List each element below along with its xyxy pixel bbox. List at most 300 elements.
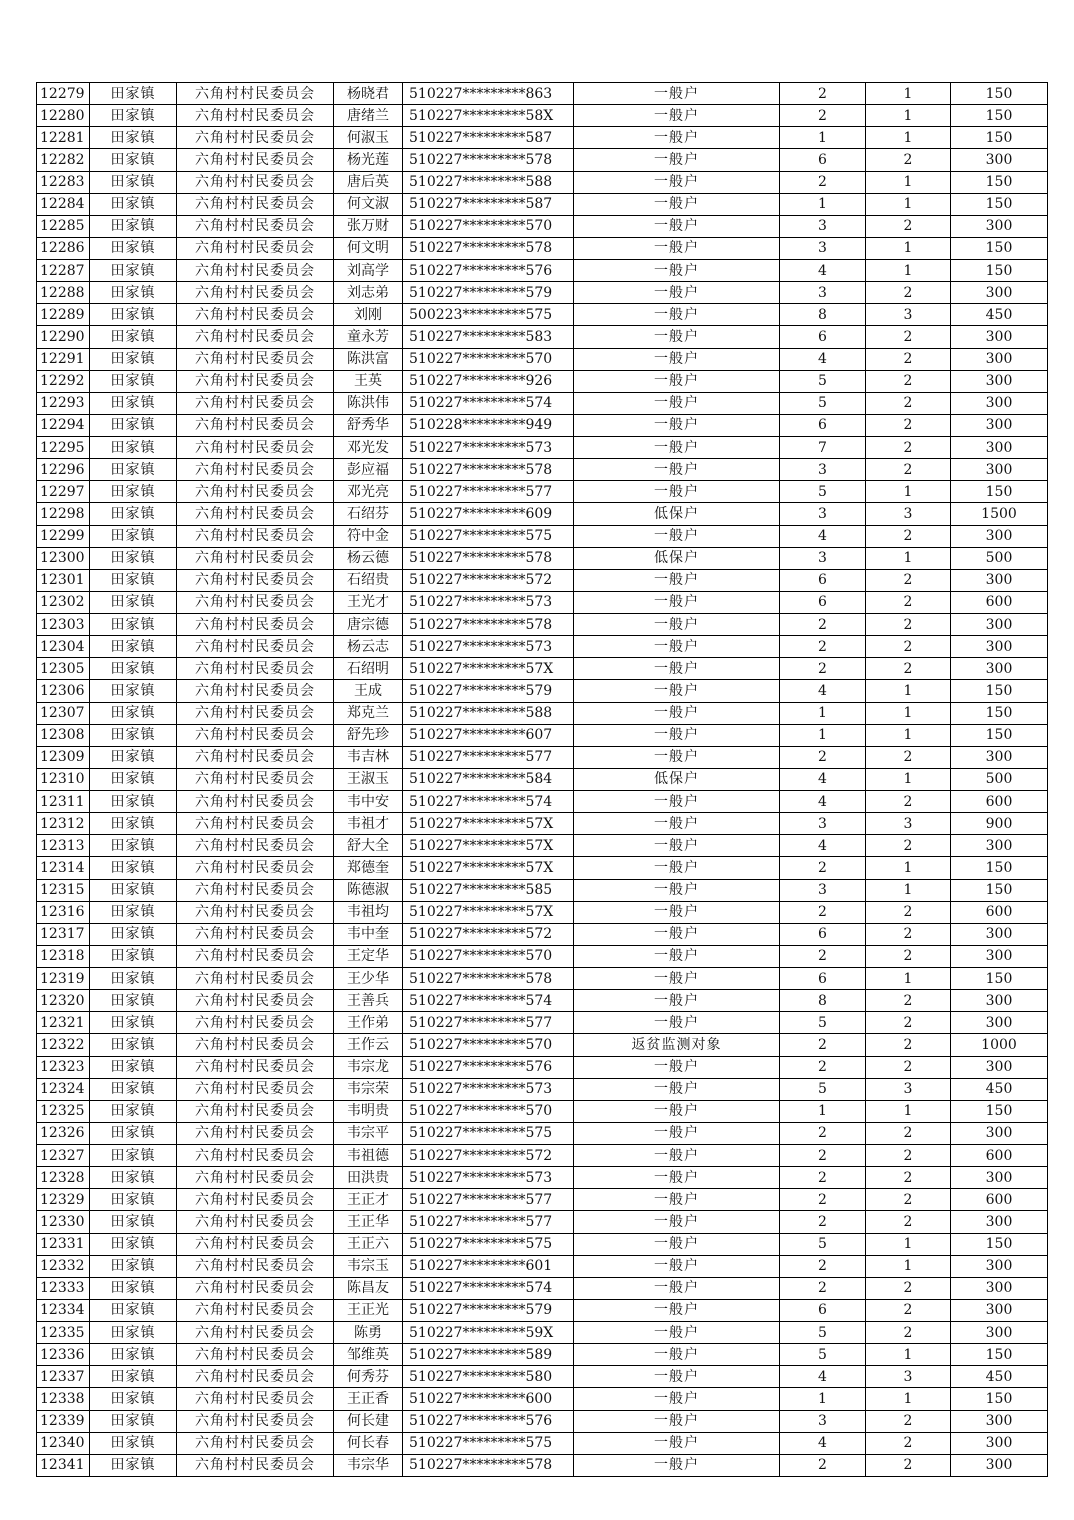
subsidized-persons-cell: 1 (866, 724, 951, 746)
resident-name-cell: 唐后英 (334, 171, 403, 193)
resident-name-cell: 王正六 (334, 1233, 403, 1255)
household-members-cell: 5 (780, 370, 866, 392)
amount-cell: 300 (951, 835, 1048, 857)
town-cell: 田家镇 (90, 326, 177, 348)
household-members-cell: 6 (780, 414, 866, 436)
row-number-cell: 12310 (37, 768, 90, 790)
resident-name-cell: 王光才 (334, 591, 403, 613)
household-type-cell: 一般户 (574, 1432, 780, 1454)
resident-name-cell: 舒先珍 (334, 724, 403, 746)
household-members-cell: 4 (780, 525, 866, 547)
village-committee-cell: 六角村村民委员会 (177, 879, 334, 901)
id-number-cell: 510227*********863 (403, 83, 574, 105)
subsidy-roster-table (36, 82, 1048, 1477)
household-type-cell: 一般户 (574, 791, 780, 813)
resident-name-cell: 王作弟 (334, 1012, 403, 1034)
table-row (37, 1167, 1048, 1189)
town-cell: 田家镇 (90, 658, 177, 680)
resident-name-cell: 韦祖均 (334, 901, 403, 923)
household-members-cell: 2 (780, 857, 866, 879)
town-cell: 田家镇 (90, 968, 177, 990)
town-cell: 田家镇 (90, 392, 177, 414)
town-cell: 田家镇 (90, 1211, 177, 1233)
row-number-cell: 12296 (37, 459, 90, 481)
amount-cell: 300 (951, 149, 1048, 171)
household-type-cell: 一般户 (574, 370, 780, 392)
village-committee-cell: 六角村村民委员会 (177, 1167, 334, 1189)
household-members-cell: 3 (780, 459, 866, 481)
table-row (37, 326, 1048, 348)
amount-cell: 450 (951, 304, 1048, 326)
amount-cell: 300 (951, 746, 1048, 768)
subsidized-persons-cell: 2 (866, 1277, 951, 1299)
household-type-cell: 一般户 (574, 923, 780, 945)
row-number-cell: 12280 (37, 105, 90, 127)
amount-cell: 300 (951, 1211, 1048, 1233)
village-committee-cell: 六角村村民委员会 (177, 348, 334, 370)
id-number-cell: 510227*********577 (403, 746, 574, 768)
id-number-cell: 510227*********576 (403, 1410, 574, 1432)
household-type-cell: 一般户 (574, 813, 780, 835)
subsidized-persons-cell: 2 (866, 990, 951, 1012)
town-cell: 田家镇 (90, 591, 177, 613)
table-row (37, 83, 1048, 105)
town-cell: 田家镇 (90, 260, 177, 282)
village-committee-cell: 六角村村民委员会 (177, 1277, 334, 1299)
village-committee-cell: 六角村村民委员会 (177, 1100, 334, 1122)
subsidized-persons-cell: 2 (866, 459, 951, 481)
household-members-cell: 6 (780, 1299, 866, 1321)
town-cell: 田家镇 (90, 702, 177, 724)
household-type-cell: 一般户 (574, 459, 780, 481)
household-type-cell: 一般户 (574, 392, 780, 414)
amount-cell: 300 (951, 636, 1048, 658)
subsidized-persons-cell: 1 (866, 1388, 951, 1410)
household-members-cell: 1 (780, 702, 866, 724)
household-type-cell: 一般户 (574, 1189, 780, 1211)
amount-cell: 300 (951, 437, 1048, 459)
resident-name-cell: 陈勇 (334, 1322, 403, 1344)
town-cell: 田家镇 (90, 1233, 177, 1255)
amount-cell: 1500 (951, 503, 1048, 525)
id-number-cell: 510227*********59X (403, 1322, 574, 1344)
town-cell: 田家镇 (90, 437, 177, 459)
household-members-cell: 4 (780, 768, 866, 790)
table-row (37, 746, 1048, 768)
id-number-cell: 510227*********570 (403, 215, 574, 237)
resident-name-cell: 何长春 (334, 1432, 403, 1454)
table-row (37, 1012, 1048, 1034)
subsidized-persons-cell: 1 (866, 481, 951, 503)
village-committee-cell: 六角村村民委员会 (177, 525, 334, 547)
household-members-cell: 2 (780, 83, 866, 105)
town-cell: 田家镇 (90, 923, 177, 945)
household-members-cell: 4 (780, 835, 866, 857)
town-cell: 田家镇 (90, 547, 177, 569)
table-row (37, 680, 1048, 702)
amount-cell: 150 (951, 1233, 1048, 1255)
resident-name-cell: 邓光发 (334, 437, 403, 459)
town-cell: 田家镇 (90, 1012, 177, 1034)
village-committee-cell: 六角村村民委员会 (177, 1145, 334, 1167)
amount-cell: 600 (951, 901, 1048, 923)
household-type-cell: 一般户 (574, 658, 780, 680)
table-row (37, 1432, 1048, 1454)
subsidized-persons-cell: 1 (866, 1233, 951, 1255)
resident-name-cell: 王定华 (334, 945, 403, 967)
resident-name-cell: 王少华 (334, 968, 403, 990)
household-type-cell: 一般户 (574, 304, 780, 326)
household-members-cell: 5 (780, 1012, 866, 1034)
resident-name-cell: 陈洪富 (334, 348, 403, 370)
table-row (37, 1299, 1048, 1321)
subsidized-persons-cell: 3 (866, 1078, 951, 1100)
resident-name-cell: 唐绪兰 (334, 105, 403, 127)
town-cell: 田家镇 (90, 1145, 177, 1167)
row-number-cell: 12290 (37, 326, 90, 348)
amount-cell: 150 (951, 857, 1048, 879)
village-committee-cell: 六角村村民委员会 (177, 1344, 334, 1366)
amount-cell: 900 (951, 813, 1048, 835)
subsidized-persons-cell: 1 (866, 1100, 951, 1122)
table-row (37, 1388, 1048, 1410)
amount-cell: 1000 (951, 1034, 1048, 1056)
table-row (37, 1454, 1048, 1476)
household-type-cell: 一般户 (574, 105, 780, 127)
subsidized-persons-cell: 2 (866, 1034, 951, 1056)
subsidized-persons-cell: 2 (866, 1056, 951, 1078)
id-number-cell: 510227*********572 (403, 923, 574, 945)
id-number-cell: 510227*********57X (403, 835, 574, 857)
village-committee-cell: 六角村村民委员会 (177, 83, 334, 105)
row-number-cell: 12315 (37, 879, 90, 901)
table-row (37, 260, 1048, 282)
household-members-cell: 2 (780, 1454, 866, 1476)
amount-cell: 150 (951, 1100, 1048, 1122)
town-cell: 田家镇 (90, 1056, 177, 1078)
household-members-cell: 1 (780, 1388, 866, 1410)
row-number-cell: 12314 (37, 857, 90, 879)
amount-cell: 300 (951, 569, 1048, 591)
household-members-cell: 4 (780, 260, 866, 282)
subsidized-persons-cell: 2 (866, 658, 951, 680)
subsidized-persons-cell: 1 (866, 1344, 951, 1366)
town-cell: 田家镇 (90, 1322, 177, 1344)
row-number-cell: 12334 (37, 1299, 90, 1321)
id-number-cell: 510227*********570 (403, 945, 574, 967)
village-committee-cell: 六角村村民委员会 (177, 171, 334, 193)
table-row (37, 171, 1048, 193)
table-row (37, 658, 1048, 680)
town-cell: 田家镇 (90, 901, 177, 923)
household-members-cell: 2 (780, 1211, 866, 1233)
amount-cell: 300 (951, 1012, 1048, 1034)
resident-name-cell: 王作云 (334, 1034, 403, 1056)
table-body (37, 83, 1048, 1477)
id-number-cell: 510227*********573 (403, 591, 574, 613)
town-cell: 田家镇 (90, 1410, 177, 1432)
village-committee-cell: 六角村村民委员会 (177, 746, 334, 768)
row-number-cell: 12301 (37, 569, 90, 591)
subsidized-persons-cell: 2 (866, 591, 951, 613)
amount-cell: 300 (951, 1322, 1048, 1344)
row-number-cell: 12308 (37, 724, 90, 746)
row-number-cell: 12316 (37, 901, 90, 923)
resident-name-cell: 符中金 (334, 525, 403, 547)
amount-cell: 300 (951, 923, 1048, 945)
resident-name-cell: 刘高学 (334, 260, 403, 282)
household-members-cell: 2 (780, 1277, 866, 1299)
subsidized-persons-cell: 3 (866, 503, 951, 525)
household-type-cell: 一般户 (574, 1100, 780, 1122)
amount-cell: 150 (951, 237, 1048, 259)
id-number-cell: 510227*********575 (403, 1432, 574, 1454)
subsidized-persons-cell: 2 (866, 1167, 951, 1189)
resident-name-cell: 韦祖才 (334, 813, 403, 835)
resident-name-cell: 王淑玉 (334, 768, 403, 790)
household-members-cell: 3 (780, 503, 866, 525)
town-cell: 田家镇 (90, 149, 177, 171)
subsidized-persons-cell: 2 (866, 746, 951, 768)
household-type-cell: 一般户 (574, 879, 780, 901)
subsidized-persons-cell: 3 (866, 304, 951, 326)
town-cell: 田家镇 (90, 370, 177, 392)
household-members-cell: 3 (780, 879, 866, 901)
household-type-cell: 一般户 (574, 348, 780, 370)
subsidized-persons-cell: 1 (866, 193, 951, 215)
household-members-cell: 1 (780, 1100, 866, 1122)
row-number-cell: 12320 (37, 990, 90, 1012)
village-committee-cell: 六角村村民委员会 (177, 702, 334, 724)
town-cell: 田家镇 (90, 1454, 177, 1476)
household-members-cell: 2 (780, 636, 866, 658)
household-members-cell: 2 (780, 1145, 866, 1167)
household-members-cell: 5 (780, 1233, 866, 1255)
table-row (37, 1078, 1048, 1100)
table-row (37, 835, 1048, 857)
table-row (37, 237, 1048, 259)
village-committee-cell: 六角村村民委员会 (177, 481, 334, 503)
town-cell: 田家镇 (90, 1299, 177, 1321)
table-row (37, 591, 1048, 613)
row-number-cell: 12326 (37, 1122, 90, 1144)
village-committee-cell: 六角村村民委员会 (177, 901, 334, 923)
subsidized-persons-cell: 1 (866, 237, 951, 259)
table-row (37, 857, 1048, 879)
resident-name-cell: 郑德奎 (334, 857, 403, 879)
subsidized-persons-cell: 1 (866, 127, 951, 149)
household-members-cell: 2 (780, 171, 866, 193)
resident-name-cell: 杨光莲 (334, 149, 403, 171)
household-type-cell: 一般户 (574, 1322, 780, 1344)
row-number-cell: 12324 (37, 1078, 90, 1100)
town-cell: 田家镇 (90, 680, 177, 702)
subsidized-persons-cell: 1 (866, 968, 951, 990)
resident-name-cell: 王正华 (334, 1211, 403, 1233)
town-cell: 田家镇 (90, 282, 177, 304)
household-members-cell: 5 (780, 392, 866, 414)
household-members-cell: 5 (780, 1344, 866, 1366)
household-members-cell: 2 (780, 945, 866, 967)
household-members-cell: 3 (780, 813, 866, 835)
town-cell: 田家镇 (90, 1366, 177, 1388)
resident-name-cell: 王英 (334, 370, 403, 392)
amount-cell: 300 (951, 658, 1048, 680)
id-number-cell: 510227*********600 (403, 1388, 574, 1410)
household-type-cell: 一般户 (574, 260, 780, 282)
household-type-cell: 一般户 (574, 1167, 780, 1189)
amount-cell: 150 (951, 702, 1048, 724)
row-number-cell: 12286 (37, 237, 90, 259)
town-cell: 田家镇 (90, 879, 177, 901)
table-row (37, 193, 1048, 215)
household-members-cell: 2 (780, 1255, 866, 1277)
subsidized-persons-cell: 2 (866, 525, 951, 547)
row-number-cell: 12318 (37, 945, 90, 967)
subsidized-persons-cell: 2 (866, 1410, 951, 1432)
village-committee-cell: 六角村村民委员会 (177, 149, 334, 171)
table-row (37, 702, 1048, 724)
resident-name-cell: 韦明贵 (334, 1100, 403, 1122)
amount-cell: 300 (951, 1167, 1048, 1189)
subsidized-persons-cell: 1 (866, 702, 951, 724)
id-number-cell: 510227*********572 (403, 569, 574, 591)
town-cell: 田家镇 (90, 1189, 177, 1211)
subsidized-persons-cell: 2 (866, 923, 951, 945)
table-row (37, 392, 1048, 414)
household-type-cell: 低保户 (574, 547, 780, 569)
row-number-cell: 12322 (37, 1034, 90, 1056)
household-type-cell: 一般户 (574, 1078, 780, 1100)
amount-cell: 300 (951, 990, 1048, 1012)
village-committee-cell: 六角村村民委员会 (177, 260, 334, 282)
town-cell: 田家镇 (90, 215, 177, 237)
household-type-cell: 一般户 (574, 1344, 780, 1366)
household-members-cell: 1 (780, 724, 866, 746)
amount-cell: 600 (951, 1189, 1048, 1211)
household-type-cell: 一般户 (574, 1211, 780, 1233)
table-row (37, 105, 1048, 127)
id-number-cell: 510227*********575 (403, 1122, 574, 1144)
resident-name-cell: 杨云德 (334, 547, 403, 569)
town-cell: 田家镇 (90, 304, 177, 326)
resident-name-cell: 韦宗荣 (334, 1078, 403, 1100)
household-members-cell: 4 (780, 1432, 866, 1454)
row-number-cell: 12329 (37, 1189, 90, 1211)
village-committee-cell: 六角村村民委员会 (177, 392, 334, 414)
village-committee-cell: 六角村村民委员会 (177, 791, 334, 813)
household-type-cell: 一般户 (574, 835, 780, 857)
id-number-cell: 510227*********588 (403, 171, 574, 193)
id-number-cell: 510227*********579 (403, 282, 574, 304)
table-row (37, 437, 1048, 459)
village-committee-cell: 六角村村民委员会 (177, 768, 334, 790)
row-number-cell: 12304 (37, 636, 90, 658)
resident-name-cell: 陈洪伟 (334, 392, 403, 414)
subsidized-persons-cell: 2 (866, 636, 951, 658)
resident-name-cell: 张万财 (334, 215, 403, 237)
row-number-cell: 12323 (37, 1056, 90, 1078)
household-members-cell: 3 (780, 547, 866, 569)
table-row (37, 1189, 1048, 1211)
amount-cell: 300 (951, 326, 1048, 348)
subsidized-persons-cell: 2 (866, 1012, 951, 1034)
amount-cell: 300 (951, 370, 1048, 392)
household-type-cell: 一般户 (574, 282, 780, 304)
table-row (37, 547, 1048, 569)
household-members-cell: 6 (780, 326, 866, 348)
row-number-cell: 12302 (37, 591, 90, 613)
row-number-cell: 12333 (37, 1277, 90, 1299)
row-number-cell: 12336 (37, 1344, 90, 1366)
town-cell: 田家镇 (90, 636, 177, 658)
table-row (37, 1056, 1048, 1078)
amount-cell: 300 (951, 1056, 1048, 1078)
subsidized-persons-cell: 2 (866, 945, 951, 967)
table-row (37, 569, 1048, 591)
village-committee-cell: 六角村村民委员会 (177, 437, 334, 459)
household-members-cell: 2 (780, 1167, 866, 1189)
town-cell: 田家镇 (90, 835, 177, 857)
household-members-cell: 1 (780, 193, 866, 215)
town-cell: 田家镇 (90, 1100, 177, 1122)
id-number-cell: 510227*********609 (403, 503, 574, 525)
household-members-cell: 2 (780, 614, 866, 636)
resident-name-cell: 刘志弟 (334, 282, 403, 304)
village-committee-cell: 六角村村民委员会 (177, 1322, 334, 1344)
village-committee-cell: 六角村村民委员会 (177, 591, 334, 613)
row-number-cell: 12307 (37, 702, 90, 724)
household-members-cell: 5 (780, 1322, 866, 1344)
resident-name-cell: 郑克兰 (334, 702, 403, 724)
table-row (37, 968, 1048, 990)
household-type-cell: 一般户 (574, 901, 780, 923)
household-members-cell: 2 (780, 1189, 866, 1211)
amount-cell: 300 (951, 414, 1048, 436)
household-type-cell: 一般户 (574, 326, 780, 348)
amount-cell: 500 (951, 547, 1048, 569)
resident-name-cell: 邹维英 (334, 1344, 403, 1366)
amount-cell: 500 (951, 768, 1048, 790)
id-number-cell: 510227*********589 (403, 1344, 574, 1366)
row-number-cell: 12340 (37, 1432, 90, 1454)
subsidized-persons-cell: 1 (866, 171, 951, 193)
id-number-cell: 510227*********575 (403, 1233, 574, 1255)
row-number-cell: 12295 (37, 437, 90, 459)
id-number-cell: 510227*********573 (403, 636, 574, 658)
subsidized-persons-cell: 1 (866, 1255, 951, 1277)
town-cell: 田家镇 (90, 127, 177, 149)
table-row (37, 503, 1048, 525)
row-number-cell: 12332 (37, 1255, 90, 1277)
household-type-cell: 一般户 (574, 481, 780, 503)
id-number-cell: 510227*********579 (403, 1299, 574, 1321)
village-committee-cell: 六角村村民委员会 (177, 1078, 334, 1100)
id-number-cell: 510227*********578 (403, 614, 574, 636)
resident-name-cell: 韦中奎 (334, 923, 403, 945)
id-number-cell: 510227*********585 (403, 879, 574, 901)
table-row (37, 1100, 1048, 1122)
table-row (37, 768, 1048, 790)
row-number-cell: 12300 (37, 547, 90, 569)
id-number-cell: 510227*********578 (403, 547, 574, 569)
resident-name-cell: 刘刚 (334, 304, 403, 326)
row-number-cell: 12303 (37, 614, 90, 636)
household-members-cell: 4 (780, 348, 866, 370)
id-number-cell: 510227*********579 (403, 680, 574, 702)
id-number-cell: 510227*********588 (403, 702, 574, 724)
row-number-cell: 12335 (37, 1322, 90, 1344)
